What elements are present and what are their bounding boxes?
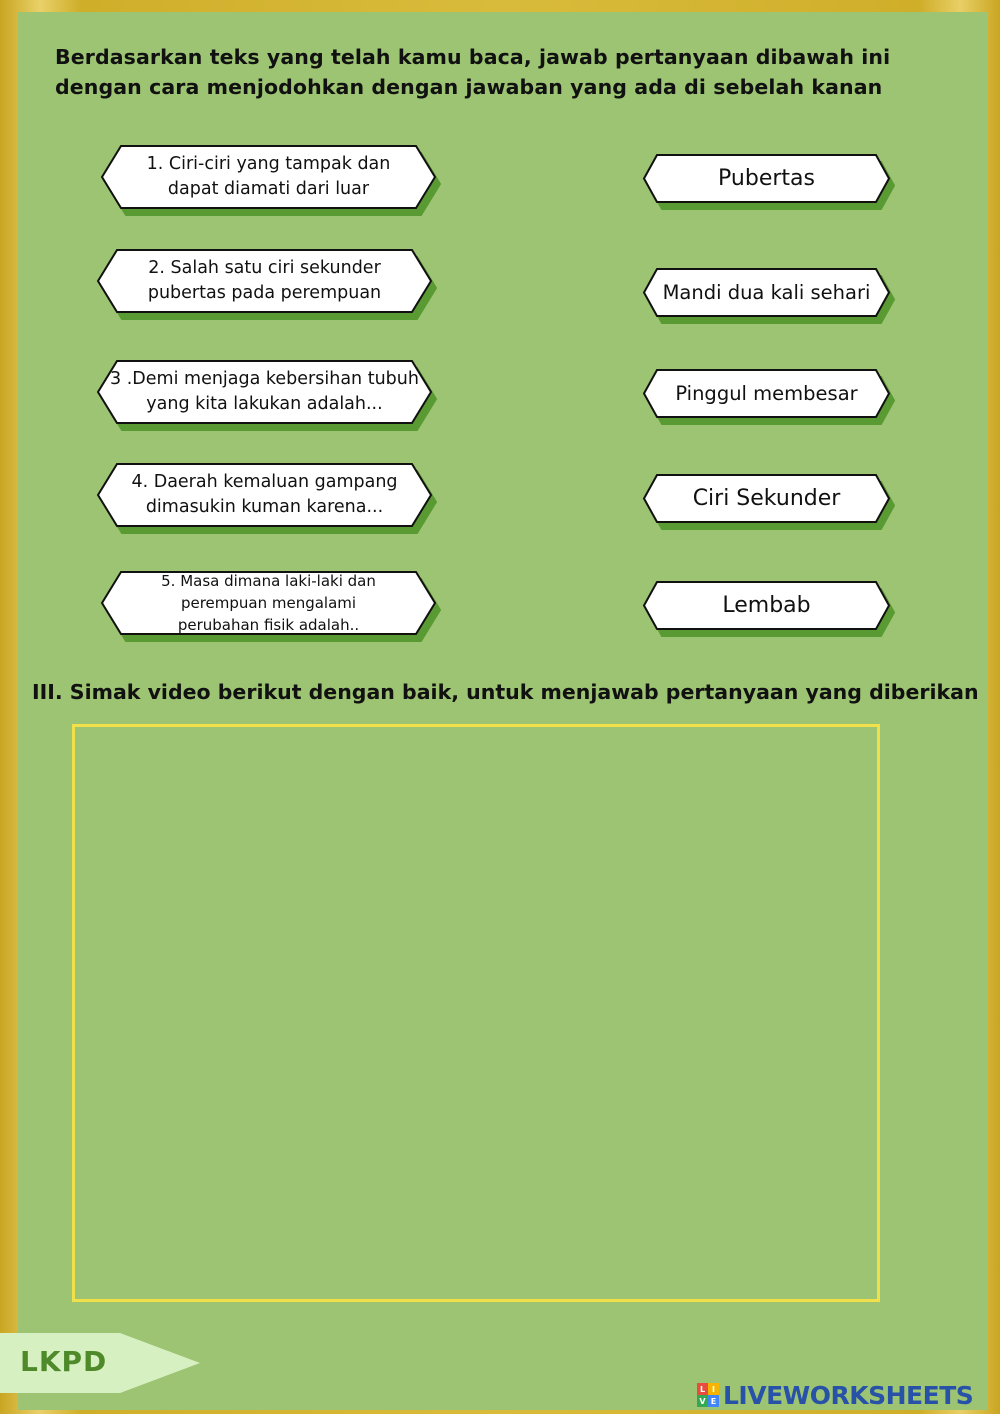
answer-2-label: Mandi dua kali sehari: [662, 281, 871, 304]
logo-letter-v: V: [697, 1395, 708, 1407]
logo-letter-l: L: [697, 1383, 708, 1395]
question-2[interactable]: [97, 249, 432, 313]
liveworksheets-text: LIVEWORKSHEETS: [723, 1380, 974, 1410]
answer-3-label: Pinggul membesar: [675, 382, 858, 405]
answer-1-label: Pubertas: [718, 166, 815, 191]
question-1[interactable]: [101, 145, 436, 209]
question-4[interactable]: [97, 463, 432, 527]
answer-5-label: Lembab: [722, 593, 811, 618]
liveworksheets-brand[interactable]: [697, 1378, 973, 1412]
video-placeholder[interactable]: [72, 724, 880, 1302]
answer-1[interactable]: [643, 154, 890, 203]
instructions-text: Berdasarkan teks yang telah kamu baca, jawab pertanyaan dibawah ini dengan cara menjodohkan dengan jawaban yang ada di sebelah kanan: [55, 45, 891, 99]
question-5[interactable]: [101, 571, 436, 635]
question-3-line1: 3 .Demi menjaga kebersihan tubuh: [110, 369, 419, 389]
answer-2[interactable]: [643, 268, 890, 317]
answer-5[interactable]: [643, 581, 890, 630]
question-2-line1: 2. Salah satu ciri sekunder: [148, 258, 381, 278]
answer-4[interactable]: [643, 474, 890, 523]
question-3-line2: yang kita lakukan adalah...: [146, 394, 383, 414]
liveworksheets-logo-icon: [697, 1383, 719, 1407]
question-1-line1: 1. Ciri-ciri yang tampak dan: [146, 154, 391, 174]
logo-letter-e: E: [708, 1395, 719, 1407]
question-4-line2: dimasukin kuman karena...: [145, 497, 384, 517]
question-3[interactable]: [97, 360, 432, 424]
question-2-line2: pubertas pada perempuan: [147, 283, 382, 303]
logo-letter-i: I: [708, 1383, 719, 1395]
answer-3[interactable]: [643, 369, 890, 418]
question-1-line2: dapat diamati dari luar: [167, 179, 370, 199]
lkpd-tag: [0, 1333, 200, 1393]
answer-4-label: Ciri Sekunder: [692, 486, 841, 511]
section-3-title: III. Simak video berikut dengan baik, untuk menjawab pertanyaan yang diberikan: [32, 680, 979, 704]
question-5-line1: 5. Masa dimana laki-laki dan: [161, 572, 376, 590]
lkpd-label: LKPD: [20, 1345, 108, 1378]
question-5-line3: perubahan fisik adalah..: [177, 616, 360, 634]
question-4-line1: 4. Daerah kemaluan gampang: [131, 472, 398, 492]
question-5-line2: perempuan mengalami: [180, 594, 357, 612]
